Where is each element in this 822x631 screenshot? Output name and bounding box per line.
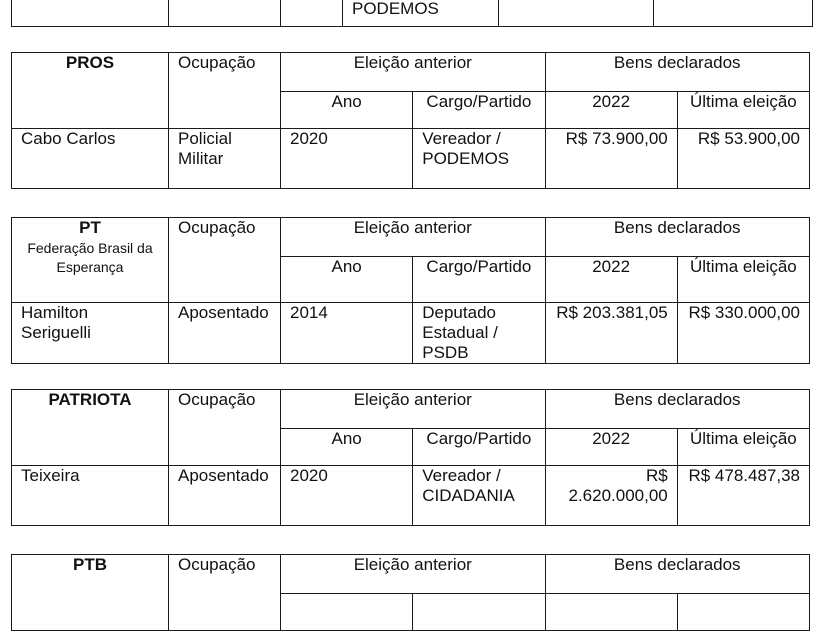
cell — [413, 594, 545, 631]
assets-2022-header: 2022 — [545, 429, 677, 466]
office-party-header: Cargo/Partido — [413, 257, 545, 303]
previous-election-header: Eleição anterior — [281, 555, 546, 594]
table-row — [12, 0, 813, 27]
party-table-patriota — [11, 389, 810, 526]
election-year: 2014 — [281, 303, 413, 364]
office-party: Vereador / PODEMOS — [413, 129, 545, 189]
declared-assets-header: Bens declarados — [545, 390, 810, 429]
party-subtitle: Federação Brasil da Esperança — [27, 240, 153, 275]
table-row — [12, 129, 810, 189]
party-name: PROS — [65, 53, 115, 72]
party-name: PATRIOTA — [48, 390, 132, 409]
year-header: Ano — [281, 92, 413, 129]
assets-2022-header: 2022 — [545, 92, 677, 129]
previous-election-header: Eleição anterior — [281, 53, 546, 92]
header-row — [12, 390, 810, 429]
previous-election-header: Eleição anterior — [281, 218, 546, 257]
occupation-header: Ocupação — [169, 53, 281, 129]
office-party-text: PODEMOS — [352, 0, 439, 18]
cell — [677, 594, 809, 631]
candidate-name: Hamilton Seriguelli — [12, 303, 169, 364]
header-row — [12, 218, 810, 257]
cell — [545, 594, 677, 631]
declared-assets-header: Bens declarados — [545, 218, 810, 257]
previous-election-header: Eleição anterior — [281, 390, 546, 429]
occupation-header: Ocupação — [169, 555, 281, 631]
office-party: Vereador / CIDADANIA — [413, 466, 545, 526]
cell — [281, 0, 343, 27]
table-row — [12, 303, 810, 364]
last-election-header: Última eleição — [677, 92, 809, 129]
candidate-occupation: Aposentado — [169, 466, 281, 526]
party-name: PTB — [73, 555, 107, 574]
assets-2022: R$ 203.381,05 — [545, 303, 677, 364]
candidate-name: Cabo Carlos — [12, 129, 169, 189]
cell — [169, 0, 281, 27]
table-row — [12, 466, 810, 526]
last-election-header: Última eleição — [677, 257, 809, 303]
party-name-cell — [12, 218, 169, 303]
year-header: Ano — [281, 257, 413, 303]
assets-2022: R$ 73.900,00 — [545, 129, 677, 189]
party-table-ptb — [11, 554, 810, 631]
assets-last-election: R$ 330.000,00 — [677, 303, 809, 364]
office-party-header: Cargo/Partido — [413, 92, 545, 129]
cell — [654, 0, 813, 27]
header-row — [12, 53, 810, 92]
election-year: 2020 — [281, 129, 413, 189]
office-party: Deputado Estadual / PSDB — [413, 303, 545, 364]
party-table-pt — [11, 217, 810, 364]
party-table-pros — [11, 52, 810, 189]
candidate-occupation: Policial Militar — [169, 129, 281, 189]
assets-last-election: R$ 53.900,00 — [677, 129, 809, 189]
occupation-header: Ocupação — [169, 390, 281, 466]
party-name-cell — [12, 390, 169, 466]
occupation-header: Ocupação — [169, 218, 281, 303]
cell — [281, 594, 413, 631]
candidate-name: Teixeira — [12, 466, 169, 526]
election-year: 2020 — [281, 466, 413, 526]
last-election-header: Última eleição — [677, 429, 809, 466]
header-row — [12, 555, 810, 594]
office-party-cell — [343, 0, 499, 27]
cell — [499, 0, 654, 27]
party-name-cell — [12, 53, 169, 129]
previous-table-fragment — [11, 0, 813, 27]
cell — [12, 0, 169, 27]
party-name: PT — [79, 218, 101, 237]
office-party-header: Cargo/Partido — [413, 429, 545, 466]
declared-assets-header: Bens declarados — [545, 53, 810, 92]
assets-last-election: R$ 478.487,38 — [677, 466, 809, 526]
assets-2022: R$ 2.620.000,00 — [545, 466, 677, 526]
year-header: Ano — [281, 429, 413, 466]
party-name-cell — [12, 555, 169, 631]
assets-2022-header: 2022 — [545, 257, 677, 303]
declared-assets-header: Bens declarados — [545, 555, 810, 594]
candidate-occupation: Aposentado — [169, 303, 281, 364]
